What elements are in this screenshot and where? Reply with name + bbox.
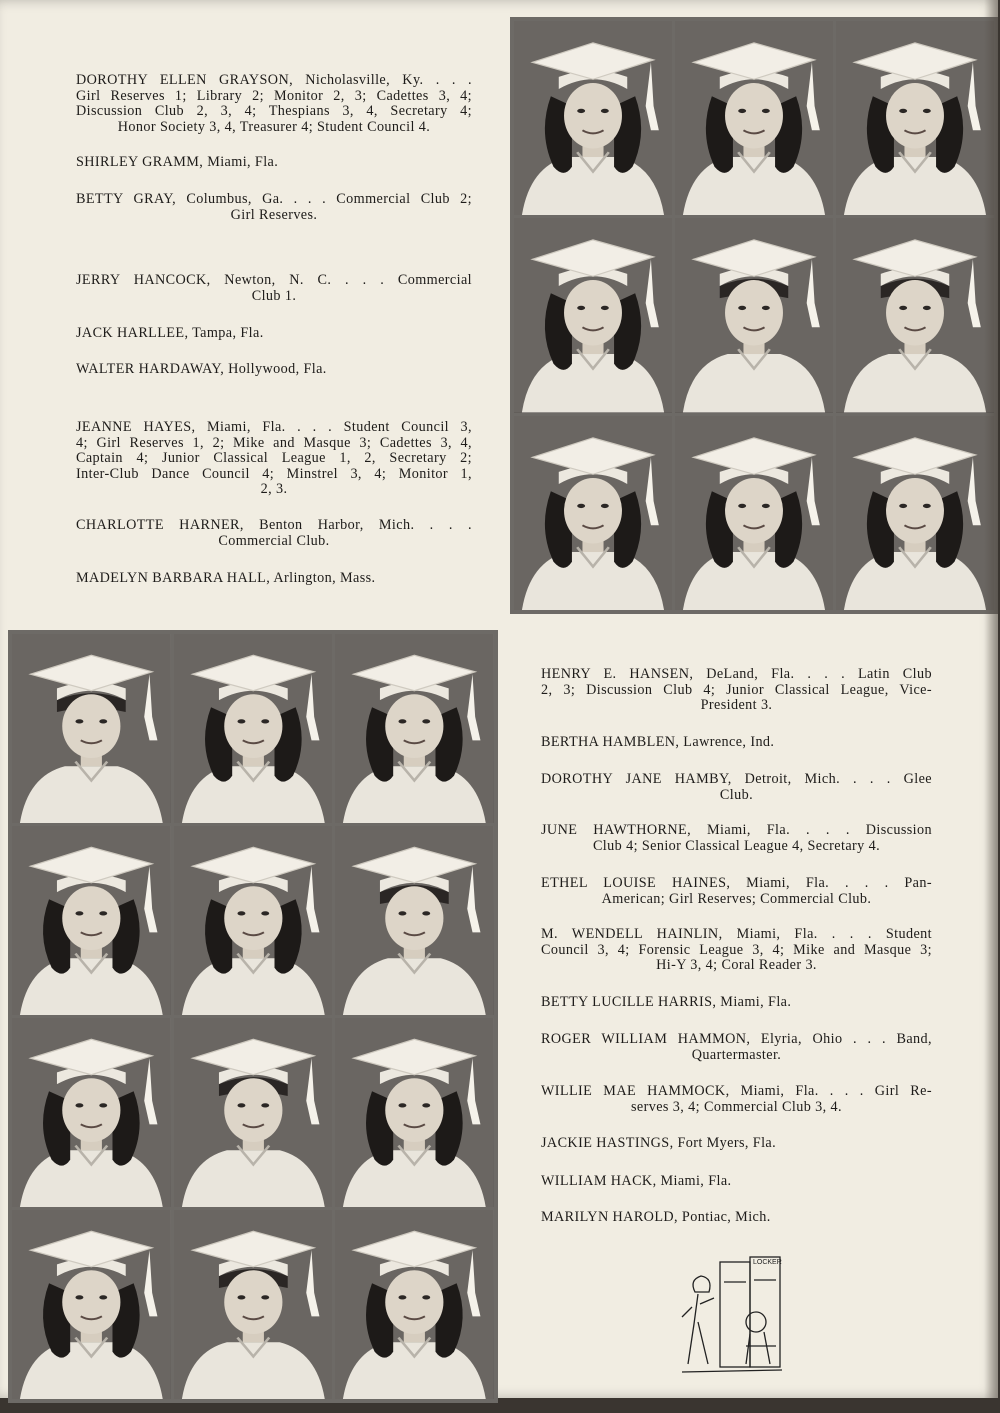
student-entry: [541, 735, 932, 751]
student-name-line: HENRY E. HANSEN, DeLand, Fla. . . . Latin Club: [541, 666, 932, 682]
student-entry: [76, 192, 472, 223]
activity-line: Council 3, 4; Forensic League 3, 4; Mike and Masque 3;: [541, 941, 932, 958]
activity-line: Quartermaster.: [691, 1046, 782, 1063]
student-name-line: MARILYN HAROLD, Pontiac, Mich.: [541, 1209, 771, 1225]
activity-line: Girl Reserves.: [230, 206, 318, 223]
student-entry: [541, 1136, 932, 1152]
activity-line: President 3.: [700, 697, 773, 713]
portrait-girl-photo: [514, 21, 672, 215]
student-entry: [541, 1174, 932, 1190]
portrait-girl-photo: [12, 826, 171, 1015]
activity-line: Commercial Club.: [218, 532, 330, 549]
activity-line: Discussion Club 2, 3, 4; Thespians 3, 4, Secretary 4;: [76, 103, 472, 119]
activity-line: Honor Society 3, 4, Treasurer 4; Student Council 4.: [117, 118, 431, 135]
portrait-girl-photo: [12, 1210, 171, 1399]
portrait-girl-photo: [174, 826, 333, 1015]
portrait-girl-photo: [836, 21, 994, 215]
student-entry: [76, 273, 472, 304]
student-entry: [76, 518, 472, 549]
portrait-girl-photo: [335, 634, 494, 823]
student-entry: [541, 1210, 932, 1226]
student-entry: [76, 420, 472, 498]
student-name-line: JUNE HAWTHORNE, Miami, Fla. . . . Discussion: [541, 822, 932, 838]
locker-sign: LOCKER: [753, 1259, 782, 1266]
portrait-boy-photo: [675, 218, 833, 412]
student-entry: [541, 927, 932, 974]
portrait-girl-photo: [675, 21, 833, 215]
portrait-girl-photo: [675, 416, 833, 610]
bottom-photo-grid: [8, 630, 498, 1403]
portrait-boy-photo: [12, 634, 171, 823]
portrait-boy-photo: [836, 218, 994, 412]
portrait-boy-photo: [174, 1018, 333, 1207]
student-name-line: JERRY HANCOCK, Newton, N. C. . . . Commercial: [76, 272, 472, 288]
student-entry: [541, 1084, 932, 1115]
student-name-line: CHARLOTTE HARNER, Benton Harbor, Mich. . . .: [76, 517, 472, 533]
student-name-line: DOROTHY JANE HAMBY, Detroit, Mich. . . . Glee: [541, 771, 932, 787]
student-name-line: JEANNE HAYES, Miami, Fla. . . . Student Council 3,: [76, 419, 472, 435]
activity-line: 2, 3.: [260, 481, 288, 497]
student-entry: [541, 995, 932, 1011]
top-photo-grid: [510, 17, 998, 614]
student-name-line: WALTER HARDAWAY, Hollywood, Fla.: [76, 361, 327, 377]
portrait-girl-photo: [335, 1018, 494, 1207]
student-entry: [541, 667, 932, 714]
activity-line: Inter-Club Dance Council 4; Minstrel 3, 4; Monitor 1,: [76, 465, 472, 482]
portrait-girl-photo: [12, 1018, 171, 1207]
student-name-line: DOROTHY ELLEN GRAYSON, Nicholasville, Ky. . . .: [76, 72, 472, 88]
student-entry: [76, 326, 472, 342]
student-name-line: M. WENDELL HAINLIN, Miami, Fla. . . . Student: [541, 926, 932, 942]
activity-line: Club 1.: [251, 287, 297, 304]
student-name-line: MADELYN BARBARA HALL, Arlington, Mass.: [76, 570, 376, 586]
activity-line: 2, 3; Discussion Club 4; Junior Classical League, Vice-: [541, 681, 932, 698]
student-entry: [541, 876, 932, 907]
portrait-girl-photo: [335, 1210, 494, 1399]
student-entry: [541, 823, 932, 854]
student-name-line: WILLIAM HACK, Miami, Fla.: [541, 1173, 732, 1189]
portrait-boy-photo: [174, 1210, 333, 1399]
student-entry: [76, 571, 472, 587]
activity-line: American; Girl Reserves; Commercial Club.: [601, 890, 872, 907]
student-name-line: JACK HARLLEE, Tampa, Fla.: [76, 325, 264, 341]
portrait-girl-photo: [514, 416, 672, 610]
locker-cartoon: [680, 1252, 790, 1387]
activity-line: Hi-Y 3, 4; Coral Reader 3.: [656, 957, 817, 973]
student-entry: [541, 772, 932, 803]
student-entry: [76, 73, 472, 135]
student-name-line: ETHEL LOUISE HAINES, Miami, Fla. . . . Pan-: [541, 875, 932, 891]
activity-line: Club 4; Senior Classical League 4, Secretary 4.: [592, 837, 881, 854]
portrait-boy-photo: [335, 826, 494, 1015]
activity-line: Club.: [719, 786, 754, 803]
student-name-line: BETTY LUCILLE HARRIS, Miami, Fla.: [541, 994, 792, 1010]
student-name-line: WILLIE MAE HAMMOCK, Miami, Fla. . . . Girl Re-: [541, 1083, 932, 1099]
student-name-line: BERTHA HAMBLEN, Lawrence, Ind.: [541, 734, 775, 750]
portrait-girl-photo: [836, 416, 994, 610]
student-name-line: SHIRLEY GRAMM, Miami, Fla.: [76, 154, 279, 170]
student-entry: [76, 155, 472, 171]
activity-line: Girl Reserves 1; Library 2; Monitor 2, 3; Cadettes 3, 4;: [76, 87, 472, 104]
portrait-girl-photo: [514, 218, 672, 412]
student-entry: [76, 362, 472, 378]
activity-line: 4; Girl Reserves 1, 2; Mike and Masque 3; Cadettes 3, 4,: [76, 434, 472, 451]
student-name-line: ROGER WILLIAM HAMMON, Elyria, Ohio . . . Band,: [541, 1031, 932, 1047]
portrait-girl-photo: [174, 634, 333, 823]
student-name-line: JACKIE HASTINGS, Fort Myers, Fla.: [541, 1135, 777, 1151]
student-entry: [541, 1032, 932, 1063]
activity-line: Captain 4; Junior Classical League 1, 2, Secretary 2;: [76, 450, 472, 466]
activity-line: serves 3, 4; Commercial Club 3, 4.: [630, 1098, 842, 1115]
student-name-line: BETTY GRAY, Columbus, Ga. . . . Commercial Club 2;: [76, 191, 472, 207]
